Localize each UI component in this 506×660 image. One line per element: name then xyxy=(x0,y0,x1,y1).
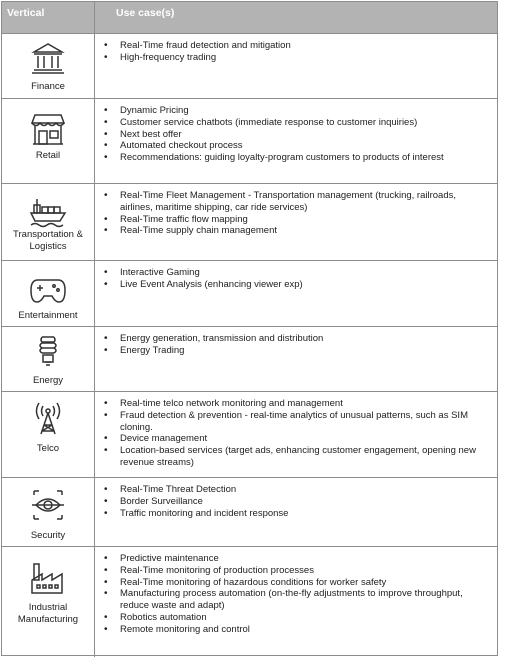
list-item: • Dynamic Pricing xyxy=(100,105,490,117)
use-case-list xyxy=(100,105,490,164)
table-row-entertainment xyxy=(2,260,497,326)
header-use-cases: Use case(s) xyxy=(116,7,175,19)
list-item: • Real-Time monitoring of production processes xyxy=(100,565,490,577)
vertical-label: Telco xyxy=(36,443,60,454)
list-item: • Border Surveillance xyxy=(100,496,490,508)
list-item: • Remote monitoring and control xyxy=(100,624,490,636)
list-item: • Traffic monitoring and incident response xyxy=(100,508,490,520)
eye-scan-icon xyxy=(28,487,68,523)
vertical-label: Retail xyxy=(35,150,61,161)
storefront-icon xyxy=(28,111,68,147)
vertical-label: Entertainment xyxy=(18,310,78,321)
use-case-table xyxy=(1,1,498,656)
gamepad-icon xyxy=(28,272,68,308)
vertical-label: Energy xyxy=(32,375,64,386)
header-vertical: Vertical xyxy=(7,7,45,19)
use-case-list xyxy=(100,553,490,636)
vertical-label: Industrial Manufacturing xyxy=(17,602,79,625)
list-item: • Robotics automation xyxy=(100,612,490,624)
list-item: • Real-Time Threat Detection xyxy=(100,484,490,496)
table-row-retail xyxy=(2,98,497,183)
vertical-label: Security xyxy=(30,530,66,541)
list-item: • Live Event Analysis (enhancing viewer exp) xyxy=(100,279,490,291)
list-item: • Real-Time monitoring of hazardous conditions for worker safety xyxy=(100,577,490,589)
use-case-list xyxy=(100,333,490,357)
factory-icon xyxy=(28,560,68,596)
list-item: • Real-time telco network monitoring and management xyxy=(100,398,490,410)
table-row-telco xyxy=(2,391,497,477)
list-item: • Energy Trading xyxy=(100,345,490,357)
light-bulb-icon xyxy=(28,334,68,370)
list-item: • Real-Time supply chain management xyxy=(100,225,490,237)
use-case-list xyxy=(100,484,490,519)
table-row-finance xyxy=(2,33,497,98)
list-item: • Customer service chatbots (immediate response to customer inquiries) xyxy=(100,117,490,129)
list-item: • Predictive maintenance xyxy=(100,553,490,565)
vertical-label: Finance xyxy=(31,81,65,92)
list-item: • Automated checkout process xyxy=(100,140,490,152)
vertical-label: Transportation & Logistics xyxy=(13,229,83,252)
list-item: • Next best offer xyxy=(100,129,490,141)
list-item: • Real-Time Fleet Management - Transportation management (trucking, railroads, airlines, maritime shipping, car ride services) xyxy=(100,190,490,214)
use-case-list xyxy=(100,267,490,291)
table-row-transportation xyxy=(2,183,497,260)
bank-icon xyxy=(28,41,68,77)
use-case-list xyxy=(100,398,490,469)
list-item: • Real-Time fraud detection and mitigation xyxy=(100,40,490,52)
cargo-ship-icon xyxy=(28,193,68,229)
list-item: • Real-Time traffic flow mapping xyxy=(100,214,490,226)
list-item: • Fraud detection & prevention - real-time analytics of unusual patterns, such as SIM cloning. xyxy=(100,410,490,434)
table-row-energy xyxy=(2,326,497,391)
list-item: • Energy generation, transmission and distribution xyxy=(100,333,490,345)
use-case-list xyxy=(100,190,490,237)
antenna-icon xyxy=(28,401,68,437)
list-item: • Interactive Gaming xyxy=(100,267,490,279)
list-item: • Location-based services (target ads, enhancing customer engagement, opening new revenue streams) xyxy=(100,445,490,469)
table-header xyxy=(2,2,497,33)
table-row-security xyxy=(2,477,497,546)
list-item: • High-frequency trading xyxy=(100,52,490,64)
table-row-industrial-manufacturing xyxy=(2,546,497,657)
list-item: • Device management xyxy=(100,433,490,445)
use-case-list xyxy=(100,40,490,64)
list-item: • Recommendations: guiding loyalty-program customers to products of interest xyxy=(100,152,490,164)
list-item: • Manufacturing process automation (on-the-fly adjustments to improve throughput, reduce waste and adapt) xyxy=(100,588,490,612)
